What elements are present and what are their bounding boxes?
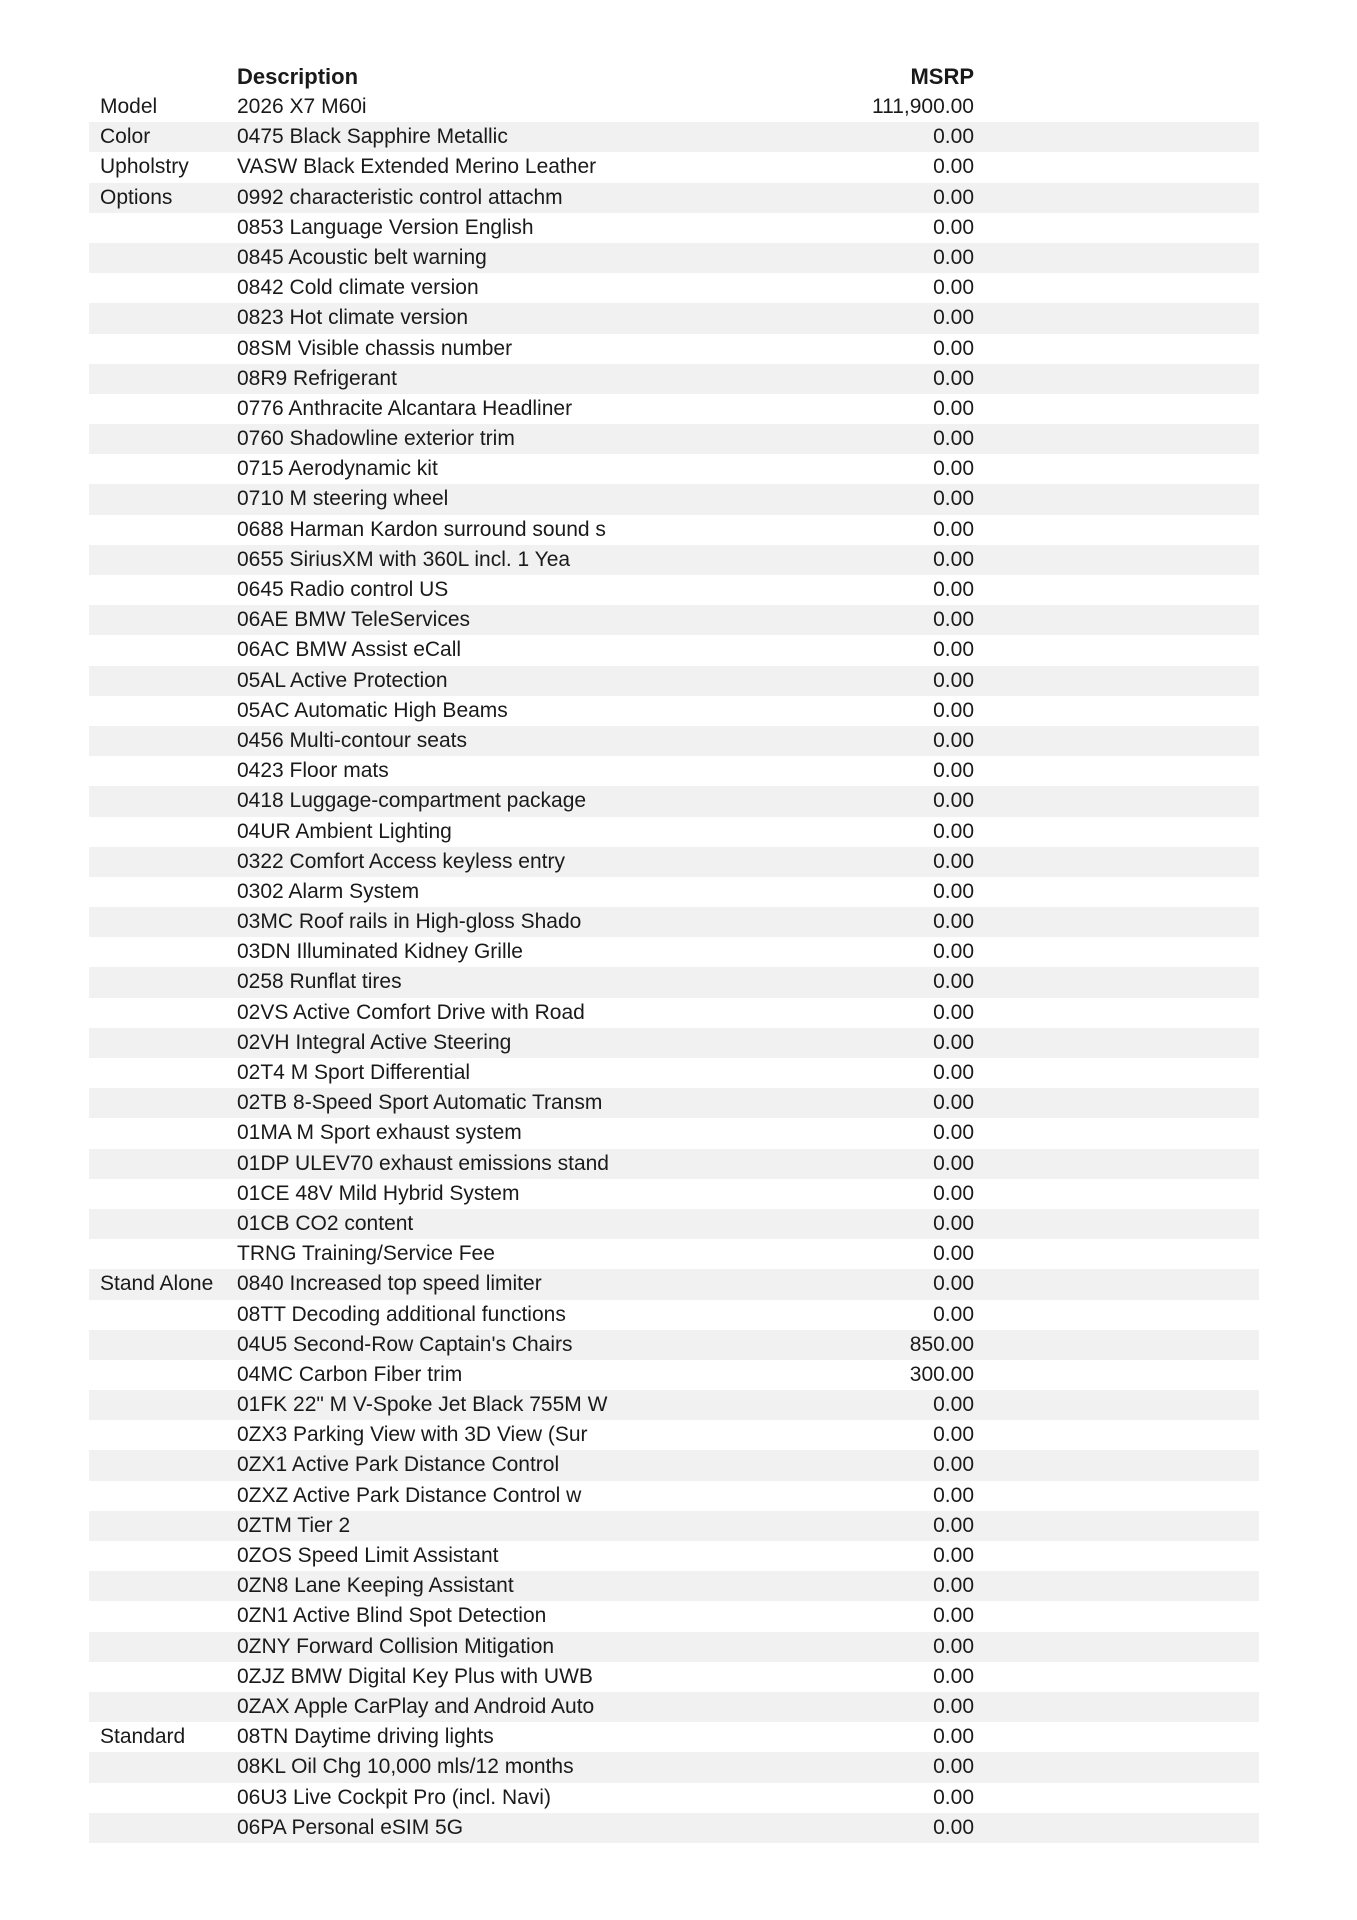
table-row <box>89 1209 1259 1239</box>
table-row <box>89 1269 1259 1299</box>
row-description: 0ZTM Tier 2 <box>237 1513 351 1537</box>
row-msrp: 0.00 <box>933 1181 974 1205</box>
row-description: 02TB 8-Speed Sport Automatic Transm <box>237 1091 603 1115</box>
table-row <box>89 635 1259 665</box>
row-msrp: 0.00 <box>933 427 974 451</box>
row-description: 0ZAX Apple CarPlay and Android Auto <box>237 1694 595 1718</box>
table-row <box>89 937 1259 967</box>
table-row <box>89 484 1259 514</box>
row-msrp: 0.00 <box>933 1211 974 1235</box>
row-description: 0ZX3 Parking View with 3D View (Sur <box>237 1423 588 1447</box>
table-row <box>89 1632 1259 1662</box>
row-msrp: 0.00 <box>933 1091 974 1115</box>
table-row <box>89 1360 1259 1390</box>
row-msrp: 0.00 <box>933 487 974 511</box>
table-row <box>89 1179 1259 1209</box>
table-row <box>89 967 1259 997</box>
row-msrp: 0.00 <box>933 1151 974 1175</box>
row-msrp: 0.00 <box>933 396 974 420</box>
row-msrp: 0.00 <box>933 1423 974 1447</box>
row-description: 0688 Harman Kardon surround sound s <box>237 517 606 541</box>
row-description: 02T4 M Sport Differential <box>237 1061 471 1084</box>
row-description: 0845 Acoustic belt warning <box>237 245 487 269</box>
table-row <box>89 1722 1259 1752</box>
table-row <box>89 1450 1259 1480</box>
row-msrp: 0.00 <box>933 1121 974 1145</box>
table-row <box>89 1783 1259 1813</box>
row-msrp: 0.00 <box>933 1815 974 1839</box>
table-row <box>89 303 1259 333</box>
row-description: 08SM Visible chassis number <box>237 336 513 360</box>
row-msrp: 0.00 <box>933 1634 974 1658</box>
table-row <box>89 1752 1259 1782</box>
table-row <box>89 183 1259 213</box>
row-msrp: 0.00 <box>933 759 974 783</box>
row-msrp: 0.00 <box>933 1664 974 1688</box>
table-row <box>89 998 1259 1028</box>
table-row <box>89 756 1259 786</box>
row-description: 01CB CO2 content <box>237 1211 414 1235</box>
table-row <box>89 847 1259 877</box>
row-description: 04UR Ambient Lighting <box>237 819 452 843</box>
row-category: Standard <box>100 1725 186 1749</box>
table-row <box>89 907 1259 937</box>
row-description: 06AE BMW TeleServices <box>237 608 471 632</box>
row-msrp: 0.00 <box>933 1453 974 1477</box>
row-msrp: 0.00 <box>933 185 974 209</box>
table-row <box>89 152 1259 182</box>
row-msrp: 0.00 <box>933 366 974 390</box>
table-row <box>89 666 1259 696</box>
row-description: 01MA M Sport exhaust system <box>237 1121 522 1145</box>
table-row <box>89 334 1259 364</box>
row-msrp: 0.00 <box>933 547 974 571</box>
row-msrp: 0.00 <box>933 1393 974 1417</box>
row-msrp: 0.00 <box>933 578 974 601</box>
table-row <box>89 605 1259 635</box>
row-description: 01CE 48V Mild Hybrid System <box>237 1181 520 1205</box>
row-description: 0ZXZ Active Park Distance Control w <box>237 1483 582 1507</box>
row-msrp: 0.00 <box>933 1000 974 1024</box>
table-row <box>89 726 1259 756</box>
table-row <box>89 1149 1259 1179</box>
row-description: TRNG Training/Service Fee <box>237 1242 495 1266</box>
price-sheet <box>89 62 1259 1843</box>
table-row <box>89 92 1259 122</box>
row-category: Model <box>100 95 158 118</box>
row-description: 03DN Illuminated Kidney Grille <box>237 940 523 964</box>
row-description: 03MC Roof rails in High-gloss Shado <box>237 910 582 934</box>
table-row <box>89 213 1259 243</box>
row-description: 0322 Comfort Access keyless entry <box>237 849 565 873</box>
row-description: 0992 characteristic control attachm <box>237 185 563 209</box>
row-description: 0423 Floor mats <box>237 759 389 783</box>
row-msrp: 0.00 <box>933 698 974 722</box>
row-description: 0842 Cold climate version <box>237 276 479 300</box>
row-category: Upholstry <box>100 155 189 179</box>
row-description: 2026 X7 M60i <box>237 95 367 118</box>
table-row <box>89 1300 1259 1330</box>
table-row <box>89 1481 1259 1511</box>
row-msrp: 0.00 <box>933 1574 974 1598</box>
row-description: 0823 Hot climate version <box>237 306 469 330</box>
row-msrp: 300.00 <box>909 1362 974 1386</box>
row-msrp: 0.00 <box>933 910 974 934</box>
row-description: 04MC Carbon Fiber trim <box>237 1362 463 1386</box>
row-description: 08TN Daytime driving lights <box>237 1725 494 1749</box>
row-description: 02VH Integral Active Steering <box>237 1030 512 1054</box>
row-description: 0655 SiriusXM with 360L incl. 1 Yea <box>237 547 571 571</box>
row-msrp: 0.00 <box>933 1483 974 1507</box>
row-msrp: 0.00 <box>933 1272 974 1296</box>
line-items <box>89 92 1259 1843</box>
row-msrp: 0.00 <box>933 457 974 481</box>
row-msrp: 0.00 <box>933 608 974 632</box>
table-row <box>89 1088 1259 1118</box>
row-description: 0ZJZ BMW Digital Key Plus with UWB <box>237 1664 593 1688</box>
row-description: 0ZN8 Lane Keeping Assistant <box>237 1574 514 1598</box>
row-description: 0715 Aerodynamic kit <box>237 457 438 481</box>
row-description: 08TT Decoding additional functions <box>237 1302 566 1326</box>
row-msrp: 0.00 <box>933 517 974 541</box>
table-row <box>89 1662 1259 1692</box>
row-description: 06AC BMW Assist eCall <box>237 638 462 662</box>
row-msrp: 111,900.00 <box>872 95 974 118</box>
row-description: 0ZN1 Active Blind Spot Detection <box>237 1604 547 1628</box>
row-description: 0258 Runflat tires <box>237 970 402 994</box>
row-description: 0456 Multi-contour seats <box>237 728 467 752</box>
row-msrp: 0.00 <box>933 336 974 360</box>
row-description: 06U3 Live Cockpit Pro (incl. Navi) <box>237 1785 551 1809</box>
table-row <box>89 1571 1259 1601</box>
row-description: 0475 Black Sapphire Metallic <box>237 125 508 149</box>
row-description: 0418 Luggage-compartment package <box>237 789 587 813</box>
description-column-header: Description <box>237 64 359 89</box>
table-row <box>89 122 1259 152</box>
table-row <box>89 877 1259 907</box>
row-category: Options <box>100 185 173 209</box>
table-row <box>89 1511 1259 1541</box>
row-description: 0776 Anthracite Alcantara Headliner <box>237 396 573 420</box>
row-msrp: 0.00 <box>933 789 974 813</box>
msrp-column-header: MSRP <box>910 64 974 89</box>
row-msrp: 0.00 <box>933 125 974 149</box>
row-msrp: 0.00 <box>933 1544 974 1567</box>
row-description: 01DP ULEV70 exhaust emissions stand <box>237 1151 609 1175</box>
table-row <box>89 1118 1259 1148</box>
row-msrp: 0.00 <box>933 879 974 903</box>
row-description: 0760 Shadowline exterior trim <box>237 427 515 451</box>
table-row <box>89 1058 1259 1088</box>
row-msrp: 0.00 <box>933 940 974 964</box>
row-msrp: 0.00 <box>933 728 974 752</box>
row-msrp: 0.00 <box>933 849 974 873</box>
row-description: 08R9 Refrigerant <box>237 366 397 390</box>
table-row <box>89 1239 1259 1269</box>
table-row <box>89 243 1259 273</box>
row-msrp: 0.00 <box>933 819 974 843</box>
table-row <box>89 1420 1259 1450</box>
table-row <box>89 575 1259 605</box>
row-description: 06PA Personal eSIM 5G <box>237 1815 464 1839</box>
table-row <box>89 424 1259 454</box>
row-msrp: 850.00 <box>909 1332 974 1356</box>
table-row <box>89 1390 1259 1420</box>
row-msrp: 0.00 <box>933 1604 974 1628</box>
table-row <box>89 1692 1259 1722</box>
row-msrp: 0.00 <box>933 1513 974 1537</box>
row-description: 02VS Active Comfort Drive with Road <box>237 1000 585 1024</box>
table-row <box>89 273 1259 303</box>
row-msrp: 0.00 <box>933 1242 974 1266</box>
row-description: 05AC Automatic High Beams <box>237 698 508 722</box>
table-row <box>89 1813 1259 1843</box>
row-description: VASW Black Extended Merino Leather <box>237 155 597 179</box>
row-description: 0710 M steering wheel <box>237 487 449 511</box>
row-msrp: 0.00 <box>933 155 974 179</box>
table-row <box>89 454 1259 484</box>
row-msrp: 0.00 <box>933 1302 974 1326</box>
table-row <box>89 364 1259 394</box>
row-description: 0ZX1 Active Park Distance Control <box>237 1453 560 1477</box>
row-description: 01FK 22" M V-Spoke Jet Black 755M W <box>237 1393 608 1417</box>
row-msrp: 0.00 <box>933 1694 974 1718</box>
row-description: 0302 Alarm System <box>237 879 420 903</box>
row-msrp: 0.00 <box>933 1061 974 1084</box>
row-msrp: 0.00 <box>933 668 974 692</box>
row-msrp: 0.00 <box>933 245 974 269</box>
table-header <box>89 62 1259 92</box>
row-msrp: 0.00 <box>933 638 974 662</box>
row-msrp: 0.00 <box>933 215 974 239</box>
row-description: 0ZOS Speed Limit Assistant <box>237 1544 499 1567</box>
row-description: 0ZNY Forward Collision Mitigation <box>237 1634 555 1658</box>
row-msrp: 0.00 <box>933 1785 974 1809</box>
table-row <box>89 696 1259 726</box>
row-description: 0840 Increased top speed limiter <box>237 1272 542 1296</box>
row-description: 08KL Oil Chg 10,000 mls/12 months <box>237 1755 574 1779</box>
row-description: 04U5 Second-Row Captain's Chairs <box>237 1332 573 1356</box>
table-row <box>89 1601 1259 1631</box>
row-msrp: 0.00 <box>933 1030 974 1054</box>
row-description: 0645 Radio control US <box>237 578 449 601</box>
row-description: 05AL Active Protection <box>237 668 448 692</box>
table-row <box>89 1028 1259 1058</box>
table-row <box>89 817 1259 847</box>
table-row <box>89 545 1259 575</box>
table-row <box>89 1541 1259 1571</box>
row-msrp: 0.00 <box>933 276 974 300</box>
row-msrp: 0.00 <box>933 306 974 330</box>
table-row <box>89 1330 1259 1360</box>
row-category: Stand Alone <box>100 1272 214 1296</box>
row-category: Color <box>100 125 151 149</box>
table-row <box>89 394 1259 424</box>
table-row <box>89 515 1259 545</box>
row-msrp: 0.00 <box>933 1755 974 1779</box>
row-description: 0853 Language Version English <box>237 215 534 239</box>
row-msrp: 0.00 <box>933 970 974 994</box>
row-msrp: 0.00 <box>933 1725 974 1749</box>
table-row <box>89 786 1259 816</box>
